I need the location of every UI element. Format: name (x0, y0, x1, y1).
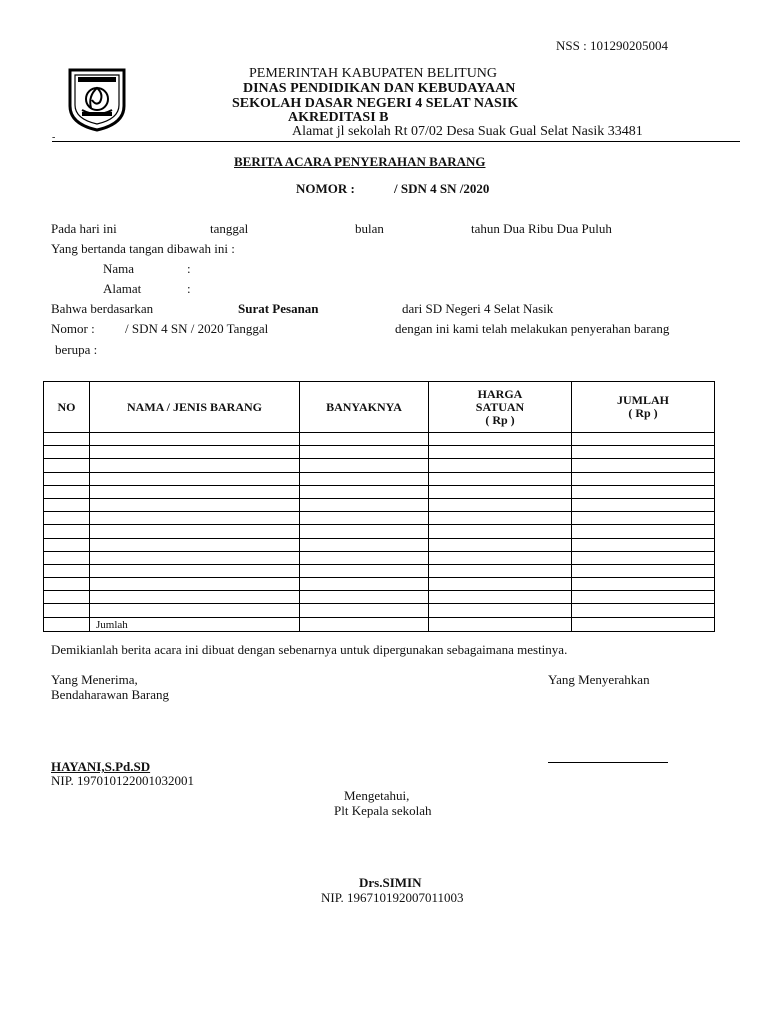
document-title: BERITA ACARA PENYERAHAN BARANG (234, 154, 486, 169)
label-alamat: Alamat (103, 281, 142, 296)
table-cell (429, 578, 572, 591)
table-row (44, 604, 715, 617)
table-cell (572, 446, 715, 459)
table-cell (429, 617, 572, 631)
table-cell (90, 459, 300, 472)
table-cell (90, 472, 300, 485)
table-cell (44, 433, 90, 446)
items-table-body (44, 433, 715, 632)
text-bahwa: Bahwa berdasarkan (51, 301, 154, 316)
receiver-name: HAYANI,S.Pd.SD (51, 759, 151, 774)
jumlah-line1: JUMLAH (617, 393, 669, 407)
giver-signature-line (548, 762, 668, 763)
colon-alamat: : (187, 281, 191, 296)
table-cell (300, 472, 429, 485)
letterhead-accreditation: AKREDITASI B (288, 110, 389, 125)
table-cell (44, 525, 90, 538)
table-cell (44, 446, 90, 459)
table-cell (44, 564, 90, 577)
table-cell (572, 604, 715, 617)
table-cell (429, 472, 572, 485)
col-header-banyaknya: BANYAKNYA (300, 382, 429, 433)
col-header-no: NO (44, 382, 90, 433)
text-yang-bertanda: Yang bertanda tangan dibawah ini : (51, 241, 235, 256)
table-cell (44, 551, 90, 564)
harga-line3: ( Rp ) (485, 412, 515, 427)
table-cell (300, 578, 429, 591)
header-divider (52, 141, 740, 142)
table-cell (90, 512, 300, 525)
table-cell (429, 512, 572, 525)
table-cell (572, 525, 715, 538)
table-cell (300, 604, 429, 617)
table-cell (572, 433, 715, 446)
table-cell (572, 617, 715, 631)
table-cell (90, 485, 300, 498)
table-cell (44, 472, 90, 485)
mengetahui-text: Mengetahui, (344, 788, 410, 803)
table-cell (300, 498, 429, 511)
text-nomor-label: Nomor : (51, 321, 95, 336)
table-row (44, 538, 715, 551)
receiver-role: Bendaharawan Barang (51, 687, 170, 702)
table-cell (44, 459, 90, 472)
table-cell (90, 525, 300, 538)
table-cell (44, 538, 90, 551)
jumlah-label: Jumlah (90, 617, 300, 631)
table-cell (90, 578, 300, 591)
kepala-title: Plt Kepala sekolah (334, 803, 432, 818)
table-row (44, 446, 715, 459)
receiver-nip: NIP. 197010122001032001 (51, 773, 195, 788)
table-cell (300, 485, 429, 498)
table-cell (90, 446, 300, 459)
harga-line1: HARGA (477, 386, 523, 401)
table-cell (429, 525, 572, 538)
letterhead-school: SEKOLAH DASAR NEGERI 4 SELAT NASIK (232, 96, 519, 111)
jumlah-line2: ( Rp ) (628, 406, 658, 420)
label-nama: Nama (103, 261, 135, 276)
table-cell (90, 433, 300, 446)
col-header-nama: NAMA / JENIS BARANG (90, 382, 300, 433)
table-cell (300, 433, 429, 446)
table-row (44, 551, 715, 564)
table-cell (300, 538, 429, 551)
table-row (44, 591, 715, 604)
harga-line2: SATUAN (475, 399, 525, 414)
table-cell (572, 485, 715, 498)
table-row (44, 564, 715, 577)
text-nomor-value: / SDN 4 SN / 2020 Tanggal (125, 321, 269, 336)
text-dari: dari SD Negeri 4 Selat Nasik (402, 301, 554, 316)
table-cell (90, 551, 300, 564)
text-dengan: dengan ini kami telah melakukan penyerahan barang (395, 321, 670, 336)
table-cell (44, 578, 90, 591)
nss-number: NSS : 101290205004 (556, 38, 668, 53)
table-cell (429, 604, 572, 617)
col-header-jumlah (572, 382, 715, 433)
header-dash: - (52, 132, 56, 143)
kepala-name: Drs.SIMIN (359, 875, 422, 890)
regency-emblem-logo (64, 66, 130, 132)
letterhead-department: DINAS PENDIDIKAN DAN KEBUDAYAAN (243, 81, 516, 96)
nomor-value: / SDN 4 SN /2020 (394, 181, 490, 196)
items-table (43, 381, 715, 632)
colon-nama: : (187, 261, 191, 276)
table-cell (90, 538, 300, 551)
table-cell (572, 472, 715, 485)
table-cell (90, 564, 300, 577)
table-cell (300, 446, 429, 459)
table-cell (300, 551, 429, 564)
table-cell (44, 512, 90, 525)
table-cell (300, 512, 429, 525)
table-cell (44, 591, 90, 604)
table-cell (44, 617, 90, 631)
table-cell (572, 578, 715, 591)
table-cell (90, 604, 300, 617)
table-cell (429, 498, 572, 511)
text-bulan: bulan (355, 221, 384, 236)
table-cell (572, 591, 715, 604)
table-row (44, 525, 715, 538)
col-header-harga (429, 382, 572, 433)
table-cell (300, 525, 429, 538)
table-row (44, 433, 715, 446)
table-cell (572, 538, 715, 551)
text-tahun: tahun Dua Ribu Dua Puluh (471, 221, 612, 236)
table-cell (300, 617, 429, 631)
table-cell (429, 591, 572, 604)
table-cell (90, 591, 300, 604)
kepala-nip: NIP. 196710192007011003 (321, 890, 464, 905)
table-cell (429, 446, 572, 459)
table-cell (572, 551, 715, 564)
table-header-row (44, 382, 715, 433)
table-cell (429, 538, 572, 551)
table-cell (572, 564, 715, 577)
table-cell (429, 459, 572, 472)
table-cell (44, 498, 90, 511)
text-berupa: berupa : (55, 342, 98, 357)
table-row-jumlah (44, 617, 715, 631)
table-cell (429, 551, 572, 564)
text-pada-hari-ini: Pada hari ini (51, 221, 117, 236)
letterhead-address: Alamat jl sekolah Rt 07/02 Desa Suak Gual Selat Nasik 33481 (292, 124, 643, 139)
table-cell (572, 498, 715, 511)
table-cell (429, 433, 572, 446)
table-row (44, 578, 715, 591)
table-cell (44, 604, 90, 617)
nomor-label: NOMOR : (296, 181, 355, 196)
table-cell (429, 564, 572, 577)
text-tanggal: tanggal (210, 221, 249, 236)
table-cell (300, 591, 429, 604)
table-row (44, 459, 715, 472)
letterhead-government: PEMERINTAH KABUPATEN BELITUNG (249, 66, 498, 81)
table-row (44, 498, 715, 511)
table-cell (572, 512, 715, 525)
closing-statement: Demikianlah berita acara ini dibuat dengan sebenarnya untuk dipergunakan sebagaimana mestinya. (51, 642, 568, 657)
table-cell (44, 485, 90, 498)
table-cell (429, 485, 572, 498)
table-cell (300, 564, 429, 577)
table-row (44, 485, 715, 498)
table-cell (300, 459, 429, 472)
giver-title: Yang Menyerahkan (548, 672, 650, 687)
receiver-title: Yang Menerima, (51, 672, 138, 687)
table-row (44, 472, 715, 485)
table-cell (90, 498, 300, 511)
table-cell (572, 459, 715, 472)
text-surat-pesanan: Surat Pesanan (238, 301, 319, 316)
table-row (44, 512, 715, 525)
